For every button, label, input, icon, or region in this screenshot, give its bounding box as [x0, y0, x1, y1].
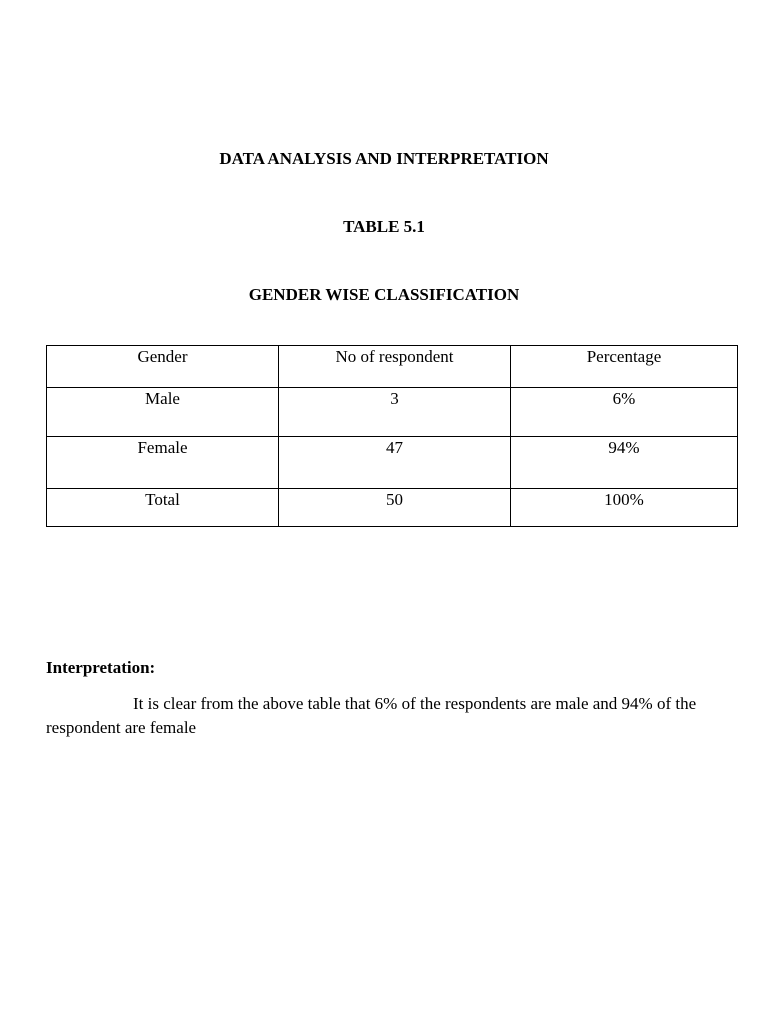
table-row — [47, 437, 738, 489]
cell-percentage: 6% — [511, 388, 738, 437]
cell-respondents: 3 — [279, 388, 511, 437]
cell-respondents: 47 — [279, 437, 511, 489]
interpretation-label: Interpretation: — [46, 658, 156, 677]
table-number: TABLE 5.1 — [343, 217, 425, 236]
gender-classification-table — [46, 345, 738, 527]
cell-percentage: 100% — [511, 489, 738, 527]
cell-gender: Male — [47, 388, 279, 437]
page-title: DATA ANALYSIS AND INTERPRETATION — [219, 149, 549, 168]
table-row — [47, 388, 738, 437]
header-percentage: Percentage — [511, 346, 738, 388]
interpretation-text: It is clear from the above table that 6% of the respondents are male and 94% of the respondent are female — [46, 694, 697, 737]
header-respondents: No of respondent — [279, 346, 511, 388]
cell-gender: Total — [47, 489, 279, 527]
table-header-row — [47, 346, 738, 388]
header-gender: Gender — [47, 346, 279, 388]
cell-respondents: 50 — [279, 489, 511, 527]
table-title: GENDER WISE CLASSIFICATION — [248, 285, 520, 304]
cell-percentage: 94% — [511, 437, 738, 489]
table-row-total — [47, 489, 738, 527]
cell-gender: Female — [47, 437, 279, 489]
